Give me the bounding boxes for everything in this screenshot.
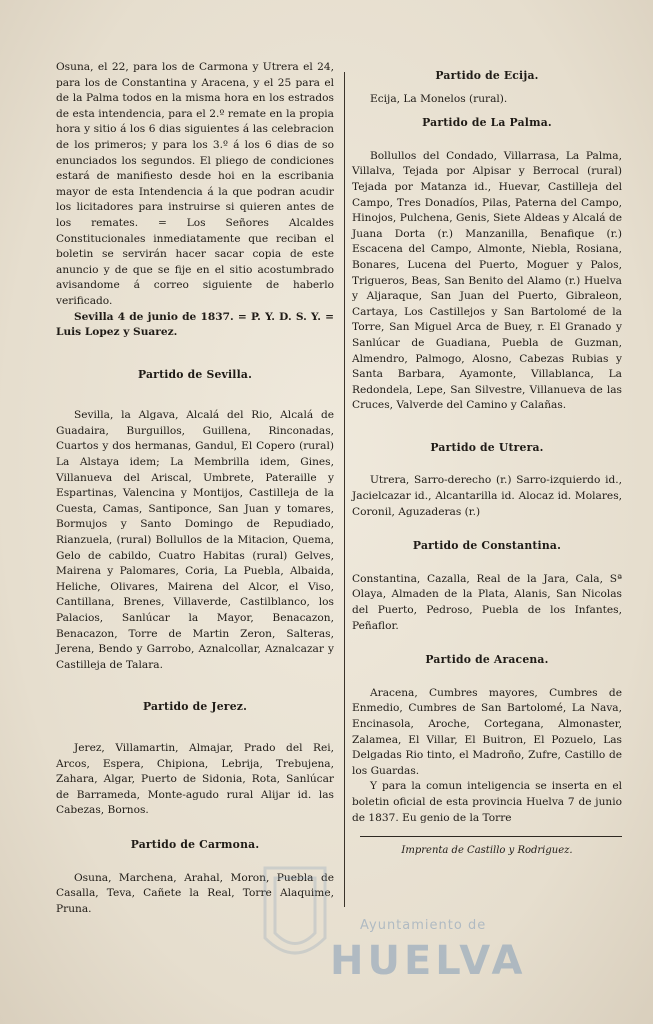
intro-paragraph: Osuna, el 22, para los de Carmona y Utrera el 24, para los de Constantina y Aracena, y el 25 para el de la Palma todos en la misma hora en los estrados de esta intendencia, para el 2.º remate en la propia hora y sitio á los 6 dias siguientes á las celebracion de los primeros; y para los 3.º á los 6 dias de so enunciados los segundos. El pliego de condiciones estará de manifiesto desde hoi en la escribania mayor de esta Intendencia á la que podran acudir los licitadores para instruirse si quieren antes de los remates. = Los Señores Alcaldes Constitucionales inmediatamente que reciban el boletin se servirán hacer sacar copia de este anuncio y de que se fije en el sitio acostumbrado avisandome á correo siguiente de haberlo verificado. bbox=[56, 61, 334, 307]
carmona-towns: Osuna, Marchena, Arahal, Moron, Puebla de Casalla, Teva, Cañete la Real, Torre Alaquime, Pruna. bbox=[56, 871, 334, 915]
ecija-towns: Ecija, La Monelos (rural). bbox=[370, 92, 508, 105]
la-palma-towns: Bollullos del Condado, Villarrasa, La Palma, Villalva, Tejada por Alpisar y Berrocal (rural) Tejada por Matanza id., Huevar, Castilleja del Campo, Tres Donadíos, Pilas, Paterna del Campo, Hinojos, Pulchena, Genis, Siete Aldeas y Alcalá de Juana Dorta (r.) Manzanilla, Benafique (r.) Escacena del Campo, Almonte, Niebla, Rosiana, Bonares, Lucena del Puerto, Moguer y Palos, Trigueros, Beas, San Benito del Alamo (r.) Huelva y Aljaraque, San Juan del Puerto, Gibraleon, Cartaya, Los Castillejos y San Bartolomé de la Torre, San Miguel Arca de Buey, r. El Granado y Sanlúcar de Guadiana, Puebla de Guzman, Almendro, Palmogo, Alosno, Cabezas Rubias y Santa Barbara, Ayamonte, Villablanca, La Redondela, Lepe, San Silvestre, Villanueva de las Cruces, Valverde del Camino y Calañas. bbox=[352, 149, 622, 412]
constantina-towns: Constantina, Cazalla, Real de la Jara, Cala, Sª Olaya, Almaden de la Plata, Alanis, San Nicolas del Puerto, Pedroso, Puebla de los Infantes, Peñaflor. bbox=[352, 572, 622, 632]
right-column bbox=[352, 60, 622, 859]
heading-partido-jerez: Partido de Jerez. bbox=[142, 700, 248, 714]
heading-partido-aracena: Partido de Aracena. bbox=[425, 653, 549, 667]
heading-partido-carmona: Partido de Carmona. bbox=[130, 837, 260, 851]
aracena-towns: Aracena, Cumbres mayores, Cumbres de Enmedio, Cumbres de San Bartolomé, La Nava, Encinasola, Aroche, Cortegana, Almonaster, Zalamea, El Villar, El Buitron, El Pozuelo, Las Delgadas Rio tinto, el Madroño, Zufre, Castillo de los Guardas. bbox=[352, 686, 622, 777]
heading-partido-sevilla: Partido de Sevilla. bbox=[137, 367, 253, 381]
utrera-towns: Utrera, Sarro-derecho (r.) Sarro-izquierdo id., Jacielcazar id., Alcantarilla id. Alocaz id. Molares, Coronil, Aguzaderas (r.) bbox=[352, 474, 622, 518]
left-column bbox=[56, 60, 334, 917]
watermark-line2: HUELVA bbox=[330, 938, 527, 984]
footer-rule bbox=[360, 836, 622, 837]
sevilla-towns: Sevilla, la Algava, Alcalá del Rio, Alcalá de Guadaira, Burguillos, Guillena, Rinconadas, Cuartos y dos hermanas, Gandul, El Copero (rural) La Alstaya idem; La Membrilla idem, Gines, Villanueva del Ariscal, Umbrete, Pateraille y Espartinas, Valencina y Montijos, Castilleja de la Cuesta, Camas, Santiponce, San Juan y tomares, Bormujos y Santo Domingo de Repudiado, Rianzuela, (rural) Bollullos de la Mitacion, Quema, Gelo de cabildo, Cuatro Habitas (rural) Gelves, Mairena y Palomares, Coria, La Puebla, Albaida, Heliche, Olivares, Mairena del Alcor, el Viso, Cantillana, Brenes, Villaverde, Castilblanco, los Palacios, Sanlúcar la Mayor, Benacazon, Benacazon, Torre de Martin Zeron, Salteras, Jerena, Bendo y Garrobo, Aznalcollar, Aznalcazar y Castilleja de Talara. bbox=[56, 409, 334, 671]
heading-partido-la-palma: Partido de La Palma. bbox=[422, 116, 552, 130]
jerez-towns: Jerez, Villamartin, Almajar, Prado del Rei, Arcos, Espera, Chipiona, Lebrija, Trebujena, Zahara, Algar, Puerto de Sidonia, Rota, Sanlúcar de Barrameda, Monte-agudo rural Alijar id. las Cabezas, Bornos. bbox=[56, 741, 334, 817]
heading-partido-utrera: Partido de Utrera. bbox=[430, 440, 544, 454]
printer-imprint: Imprenta de Castillo y Rodriguez. bbox=[401, 845, 573, 857]
watermark-line1: Ayuntamiento de bbox=[360, 918, 487, 933]
heading-partido-ecija: Partido de Ecija. bbox=[435, 69, 539, 82]
dateline-signature: Sevilla 4 de junio de 1837. = P. Y. D. S. Y. = Luis Lopez y Suarez. bbox=[56, 310, 334, 339]
column-divider bbox=[344, 72, 345, 907]
closing-paragraph: Y para la comun inteligencia se inserta en el boletin oficial de esta provincia Huelva 7 de junio de 1837. Eu genio de la Torre bbox=[352, 780, 622, 824]
heading-partido-constantina: Partido de Constantina. bbox=[412, 539, 562, 553]
